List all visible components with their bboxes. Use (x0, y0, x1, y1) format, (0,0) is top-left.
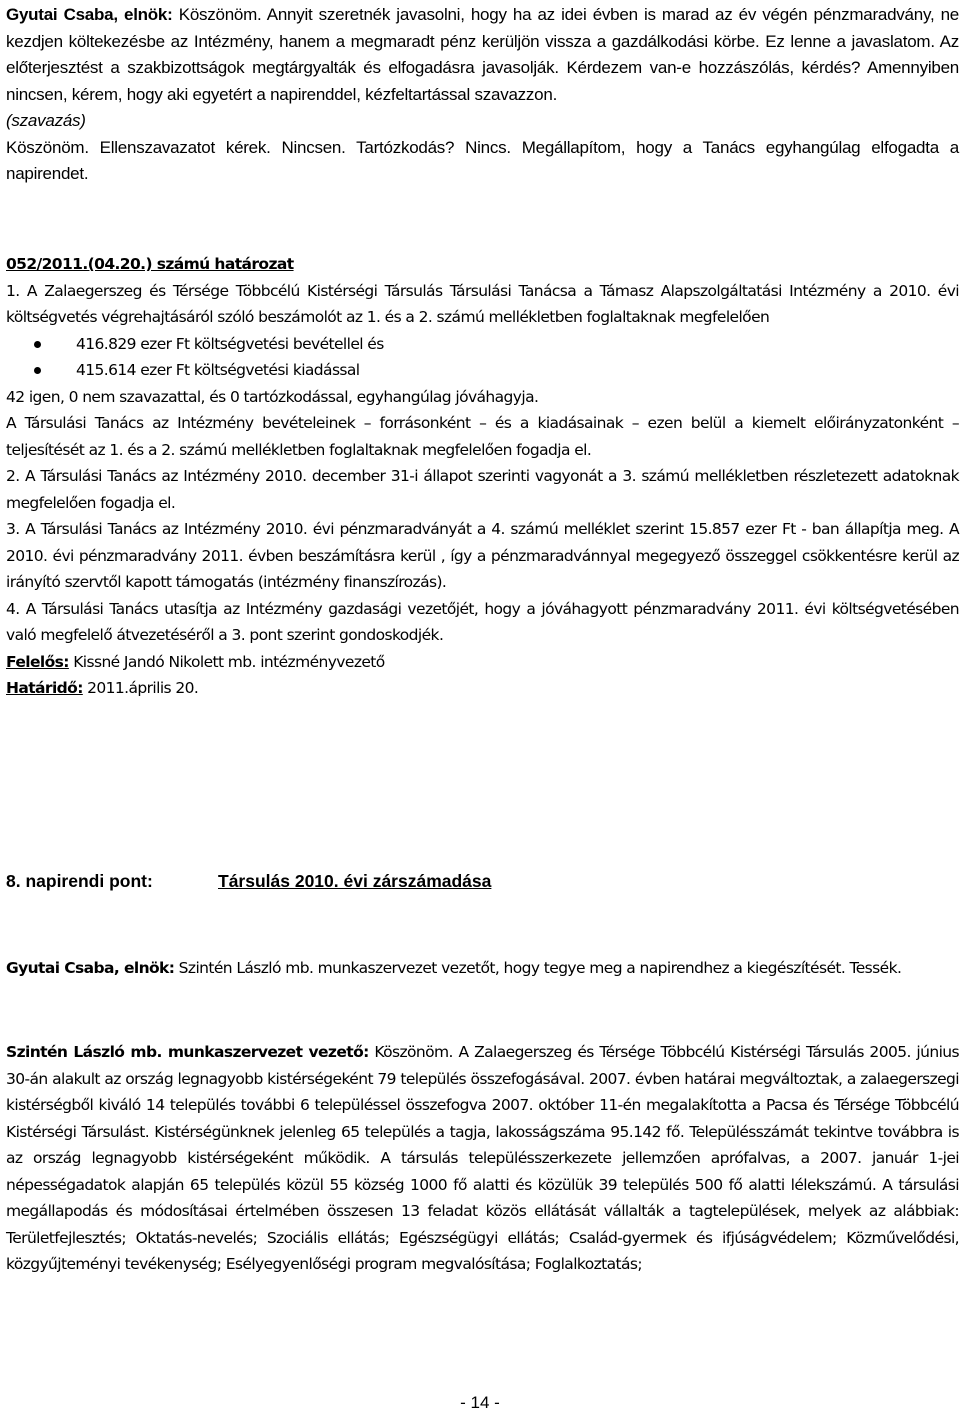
chair-text: Szintén László mb. munkaszervezet vezetőt, hogy tegye meg a napirendhez a kiegészítését. Tessék. (174, 959, 902, 977)
agenda-title: Társulás 2010. évi zárszámadása (218, 871, 492, 891)
intro-paragraph (6, 2, 959, 188)
responsible-line (6, 649, 959, 676)
resolution-point-4: 4. A Társulási Tanács utasítja az Intézmény gazdasági vezetőjét, hogy a jóváhagyott pénzmaradvány 2011. évi költségvetésében való megfelelő átvezetéséről a 3. pont szerint gondoskodjék. (6, 599, 959, 644)
vote-note: (szavazás) (6, 111, 86, 130)
intro-speaker: Gyutai Csaba, elnök: (6, 5, 173, 24)
agenda-number: 8. napirendi pont: (6, 871, 153, 891)
page-number: - 14 - (460, 1393, 500, 1412)
resolution-title: 052/2011.(04.20.) számú határozat (6, 255, 294, 273)
responsible-value: Kissné Jandó Nikolett mb. intézményvezető (68, 652, 385, 671)
list-item: 415.614 ezer Ft költségvetési kiadással (6, 357, 959, 384)
deadline-line (6, 675, 959, 702)
resolution-point-1b: A Társulási Tanács az Intézmény bevételeinek – forrásonként – és a kiadásainak – ezen belül a kiemelt előirányzatonként – teljesítését az 1. és a 2. számú mellékletben foglaltaknak megfelelően fogadja el. (6, 414, 959, 459)
chair-speaker: Gyutai Csaba, elnök: (6, 959, 175, 977)
resolution-vote-line: 42 igen, 0 nem szavazattal, és 0 tartózkodással, egyhangúlag jóváhagyja. (6, 387, 539, 406)
deadline-value: 2011.április 20. (82, 679, 199, 697)
resolution-point-3: 3. A Társulási Tanács az Intézmény 2010. évi pénzmaradványát a 4. számú melléklet szerint 15.857 ezer Ft - ban állapítja meg. A 2010. évi pénzmaradvány 2011. évben beszámításra kerül , így a pénzmaradvánnyal megegyező összeggel csökkentésre kerül az irányító szervtől kapott támogatás (intézmény finanszírozás). (6, 520, 959, 591)
deadline-label: Határidő: (6, 679, 83, 697)
vote-result: Köszönöm. Ellenszavazatot kérek. Nincsen. Tartózkodás? Nincs. Megállapítom, hogy a Tanács egyhangúlag elfogadta a napirendet. (6, 137, 959, 183)
report-text: Köszönöm. A Zalaegerszeg és Térsége Többcélú Kistérségi Társulás 2005. június 30-án alakult az ország legnagyobb kistérségeként 79 település összefogásával. 2007. évben határai megváltoztak, a zalaegerszegi kistérségből kiváló 14 település további 6 településsel összefogva 2007. október 11-én megalakította a Pacsa és Térsége Többcélú Kistérségi Társulást. Kistérségünknek jelenleg 65 település a tagja, lakosságszáma 95.142 fő. Településszámát tekintve továbbra is az ország legnagyobb kistérségeként működik. A társulás településszerkezete jellemzően aprófalvas, a 2007. január 1-jei népességadatok alapján 65 település közül 55 község 1000 fő alatti és közülük 39 település 500 fő alatti lélekszámú. A társulási megállapodás és módosításai értelmében összesen 13 feladat közös ellátását vállalták a tagtelepülések, melyek az alábbiak: Területfejlesztés; Oktatás-nevelés; Szociális ellátás; Egészségügyi ellátás; Család-gyermek és ifjúságvédelem; Közművelődési, közgyűjteményi tevékenység; Esélyegyenlőségi program megvalósítása; Foglalkoztatás; (6, 1043, 959, 1273)
report-paragraph (6, 1039, 959, 1278)
intro-text: Köszönöm. Annyit szeretnék javasolni, hogy ha az idei évben is marad az év végén pénzmaradvány, ne kezdjen költekezésbe az Intézmény, hanem a megmaradt pénz kerüljön vissza a gazdálkodási körbe. Ez lenne a javaslatom. Az előterjesztést a szakbizottságok megtárgyalták és elfogadásra javasolják. Kérdezem van-e hozzászólás, kérdés? Amennyiben nincsen, kérem, hogy aki egyetért a napirenddel, kézfeltartással szavazzon. (6, 5, 959, 104)
resolution-block (6, 251, 959, 702)
responsible-label: Felelős: (6, 652, 69, 671)
resolution-point-2: 2. A Társulási Tanács az Intézmény 2010. december 31-i állapot szerinti vagyonát a 3. számú mellékletben részletezett adatoknak megfelelően fogadja el. (6, 467, 959, 512)
chair-request-paragraph (6, 955, 959, 982)
report-speaker: Szintén László mb. munkaszervezet vezető: (6, 1043, 369, 1061)
resolution-bullet-list (6, 331, 959, 384)
list-item: 416.829 ezer Ft költségvetési bevétellel és (6, 331, 959, 358)
resolution-point-1: 1. A Zalaegerszeg és Térsége Többcélú Kistérségi Társulás Társulási Tanácsa a Támasz Alapszolgáltatási Intézmény a 2010. évi költségvetés végrehajtásáról szóló beszámolót az 1. és a 2. számú mellékletben foglaltaknak megfelelően (6, 281, 959, 326)
